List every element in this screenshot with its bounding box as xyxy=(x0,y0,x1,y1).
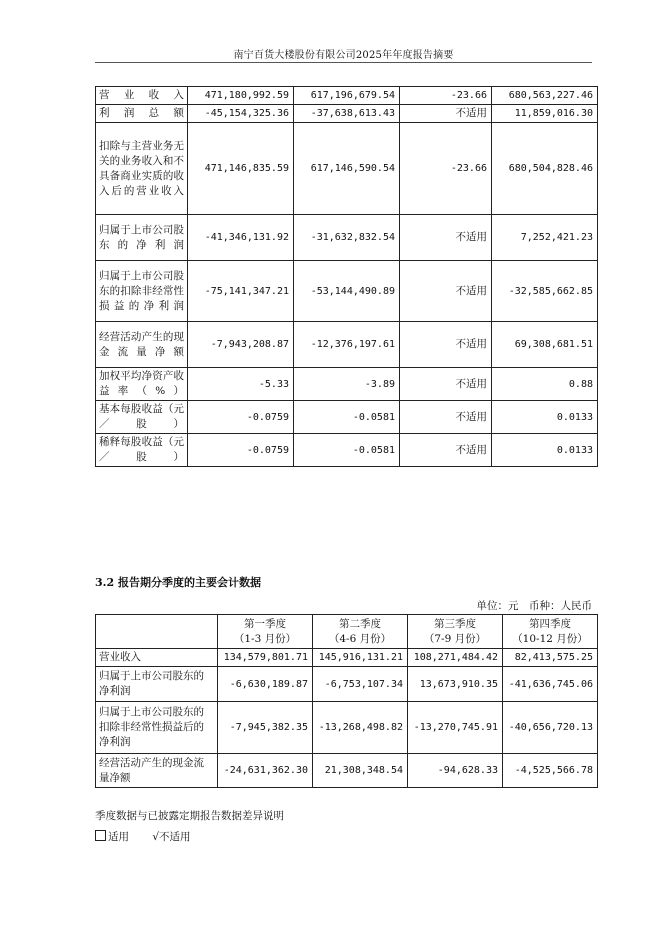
annual-data-table xyxy=(95,86,598,467)
quarter-name: 第二季度 xyxy=(339,617,381,630)
cell-value: 617,146,590.54 xyxy=(294,123,400,215)
cell-value: -53,144,490.89 xyxy=(294,261,400,322)
cell-value: -12,376,197.61 xyxy=(294,322,400,368)
cell-value: -24,631,362.30 xyxy=(218,754,313,788)
unit-label: 单位：元 币种：人民币 xyxy=(476,600,592,612)
cell-value: -0.0581 xyxy=(294,434,400,467)
cell-value: -0.0581 xyxy=(294,401,400,434)
table-row xyxy=(96,401,598,434)
row-label: 加权平均净资产收益率（%） xyxy=(96,368,188,401)
table-row xyxy=(96,368,598,401)
quarterly-data-table xyxy=(95,614,598,788)
cell-value: 0.0133 xyxy=(492,434,598,467)
cell-value: 不适用 xyxy=(400,434,492,467)
header-blank xyxy=(96,615,218,649)
column-header xyxy=(313,615,408,649)
cell-value: -13,270,745.91 xyxy=(408,702,503,754)
option-applicable: 适用 xyxy=(108,831,129,843)
table-row xyxy=(96,261,598,322)
cell-value: -45,154,325.36 xyxy=(188,105,294,123)
table-row xyxy=(96,649,598,667)
cell-value: -7,943,208.87 xyxy=(188,322,294,368)
column-header xyxy=(408,615,503,649)
cell-value: -40,656,720.13 xyxy=(503,702,598,754)
cell-value: 11,859,016.30 xyxy=(492,105,598,123)
quarter-range: （7-9 月份） xyxy=(423,632,487,645)
row-label: 营业收入 xyxy=(96,649,218,667)
cell-value: -0.0759 xyxy=(188,434,294,467)
column-header xyxy=(218,615,313,649)
quarter-name: 第三季度 xyxy=(434,617,476,630)
checkbox-icon xyxy=(95,830,106,841)
cell-value: -94,628.33 xyxy=(408,754,503,788)
option-not-applicable: √不适用 xyxy=(152,831,191,843)
cell-value: -6,753,107.34 xyxy=(313,667,408,702)
row-label: 归属于上市公司股东的净利润 xyxy=(96,667,218,702)
table-row xyxy=(96,87,598,105)
cell-value: 134,579,801.71 xyxy=(218,649,313,667)
table-row xyxy=(96,123,598,215)
cell-value: 7,252,421.23 xyxy=(492,215,598,261)
cell-value: -0.0759 xyxy=(188,401,294,434)
cell-value: 680,563,227.46 xyxy=(492,87,598,105)
row-label: 基本每股收益（元／股） xyxy=(96,401,188,434)
cell-value: -6,630,189.87 xyxy=(218,667,313,702)
header-divider xyxy=(95,62,592,63)
quarter-range: （10-12 月份） xyxy=(512,632,588,645)
cell-value: -37,638,613.43 xyxy=(294,105,400,123)
cell-value: 680,504,828.46 xyxy=(492,123,598,215)
cell-value: 不适用 xyxy=(400,368,492,401)
table-row xyxy=(96,215,598,261)
page-header: 南宁百货大楼股份有限公司2025年年度报告摘要 xyxy=(233,50,454,61)
table-row xyxy=(96,667,598,702)
cell-value: 471,146,835.59 xyxy=(188,123,294,215)
cell-value: -13,268,498.82 xyxy=(313,702,408,754)
quarter-name: 第四季度 xyxy=(529,617,571,630)
cell-value: 不适用 xyxy=(400,105,492,123)
table-row xyxy=(96,434,598,467)
table-header-row xyxy=(96,615,598,649)
row-label: 归属于上市公司股东的扣除非经常性损益后的净利润 xyxy=(96,702,218,754)
cell-value: -23.66 xyxy=(400,87,492,105)
row-label: 归属于上市公司股东的扣除非经常性损益的净利润 xyxy=(96,261,188,322)
cell-value: 69,308,681.51 xyxy=(492,322,598,368)
cell-value: 108,271,484.42 xyxy=(408,649,503,667)
cell-value: 0.0133 xyxy=(492,401,598,434)
cell-value: -23.66 xyxy=(400,123,492,215)
cell-value: 145,916,131.21 xyxy=(313,649,408,667)
cell-value: 13,673,910.35 xyxy=(408,667,503,702)
table-row xyxy=(96,105,598,123)
row-label: 扣除与主营业务无关的业务收入和不具备商业实质的收入后的营业收入 xyxy=(96,123,188,215)
table-row xyxy=(96,702,598,754)
table-row xyxy=(96,754,598,788)
cell-value: 21,308,348.54 xyxy=(313,754,408,788)
cell-value: -7,945,382.35 xyxy=(218,702,313,754)
cell-value: -41,636,745.06 xyxy=(503,667,598,702)
cell-value: 82,413,575.25 xyxy=(503,649,598,667)
row-label: 经营活动产生的现金流量净额 xyxy=(96,322,188,368)
cell-value: 不适用 xyxy=(400,215,492,261)
column-header xyxy=(503,615,598,649)
row-label: 经营活动产生的现金流量净额 xyxy=(96,754,218,788)
cell-value: 不适用 xyxy=(400,322,492,368)
cell-value: -4,525,566.78 xyxy=(503,754,598,788)
row-label: 稀释每股收益（元／股） xyxy=(96,434,188,467)
cell-value: 不适用 xyxy=(400,401,492,434)
quarter-range: （1-3 月份） xyxy=(233,632,297,645)
cell-value: -41,346,131.92 xyxy=(188,215,294,261)
cell-value: 0.88 xyxy=(492,368,598,401)
row-label: 利润总额 xyxy=(96,105,188,123)
quarter-name: 第一季度 xyxy=(244,617,286,630)
cell-value: 不适用 xyxy=(400,261,492,322)
cell-value: -5.33 xyxy=(188,368,294,401)
cell-value: 617,196,679.54 xyxy=(294,87,400,105)
cell-value: -3.89 xyxy=(294,368,400,401)
section-title: 3.2 报告期分季度的主要会计数据 xyxy=(95,576,261,589)
cell-value: -75,141,347.21 xyxy=(188,261,294,322)
row-label: 营业收入 xyxy=(96,87,188,105)
cell-value: -32,585,662.85 xyxy=(492,261,598,322)
row-label: 归属于上市公司股东的净利润 xyxy=(96,215,188,261)
table-row xyxy=(96,322,598,368)
cell-value: 471,180,992.59 xyxy=(188,87,294,105)
quarter-range: （4-6 月份） xyxy=(328,632,392,645)
applicability-options xyxy=(95,829,191,844)
cell-value: -31,632,832.54 xyxy=(294,215,400,261)
difference-note: 季度数据与已披露定期报告数据差异说明 xyxy=(95,810,284,822)
